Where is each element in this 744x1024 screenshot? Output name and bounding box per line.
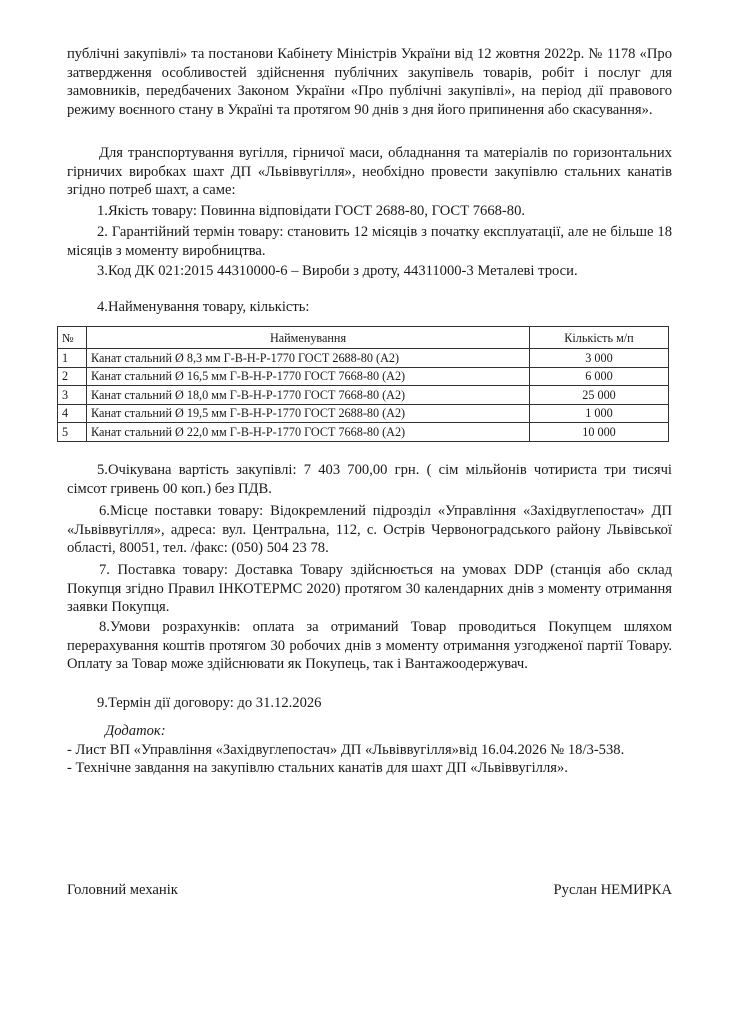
row-qty: 25 000 bbox=[530, 386, 669, 405]
row-name: Канат стальний Ø 16,5 мм Г-В-Н-Р-1770 ГОСТ 7668-80 (А2) bbox=[87, 367, 530, 386]
item-2-text: 2. Гарантійний термін товару: становить 12 місяців з початку експлуатації, але не більше 18 місяців з моменту виробництва. bbox=[67, 224, 672, 259]
header-name: Найменування bbox=[87, 327, 530, 349]
row-qty: 10 000 bbox=[530, 423, 669, 442]
row-name: Канат стальний Ø 18,0 мм Г-В-Н-Р-1770 ГОСТ 7668-80 (А2) bbox=[87, 386, 530, 405]
row-no: 4 bbox=[58, 404, 87, 423]
goods-table bbox=[57, 326, 669, 442]
intro-text: публічні закупівлі» та постанови Кабінету Міністрів України від 12 жовтня 2022р. № 1178 «Про затвердження особливостей здійснення публічних закупівель товарів, робіт і послуг для замовників, передбачених Законом України «Про публічні закупівлі», на період дії правового режиму воєнного стану в Україні та протягом 90 днів з дня його припинення або скасування». bbox=[67, 46, 672, 118]
item-1-text: 1.Якість товару: Повинна відповідати ГОСТ 2688-80, ГОСТ 7668-80. bbox=[97, 203, 526, 219]
table-row bbox=[58, 349, 669, 368]
addendum-block bbox=[67, 722, 672, 778]
row-name: Канат стальний Ø 8,3 мм Г-В-Н-Р-1770 ГОСТ 2688-80 (А2) bbox=[87, 349, 530, 368]
row-no: 5 bbox=[58, 423, 87, 442]
table-row bbox=[58, 404, 669, 423]
row-no: 3 bbox=[58, 386, 87, 405]
item-9-paragraph bbox=[67, 694, 672, 713]
header-no: № bbox=[58, 327, 87, 349]
item-7-text: 7. Поставка товару: Доставка Товару здійснюється на умовах DDP (станція або склад Покупця згідно Правил ІНКОТЕРМС 2020) протягом 30 календарних днів з моменту отримання заявки Покупця. bbox=[67, 562, 672, 616]
item-4-text: 4.Найменування товару, кількість: bbox=[97, 299, 310, 315]
item-7-paragraph bbox=[67, 561, 672, 617]
row-no: 2 bbox=[58, 367, 87, 386]
signatory-position: Головний механік bbox=[67, 882, 178, 898]
addendum-item-1: - Лист ВП «Управління «Західвуглепостач» ДП «Львіввугілля»від 16.04.2026 № 18/3-538. bbox=[67, 741, 625, 758]
addendum-item-2: - Технічне завдання на закупівлю стальних канатів для шахт ДП «Львіввугілля». bbox=[67, 760, 568, 777]
row-qty: 1 000 bbox=[530, 404, 669, 423]
signature-block bbox=[67, 881, 672, 900]
addendum-title: Додаток: bbox=[105, 723, 166, 739]
item-8-paragraph bbox=[67, 618, 672, 674]
row-no: 1 bbox=[58, 349, 87, 368]
item-3-text: 3.Код ДК 021:2015 44310000-6 – Вироби з дроту, 44311000-3 Металеві троси. bbox=[97, 263, 578, 279]
row-name: Канат стальний Ø 22,0 мм Г-В-Н-Р-1770 ГОСТ 7668-80 (А2) bbox=[87, 423, 530, 442]
purpose-text: Для транспортування вугілля, гірничої маси, обладнання та матеріалів по горизонтальних гірничих виробках шахт ДП «Львіввугілля», необхідно провести закупівлю стальних канатів згідно потреб шахт, а саме: bbox=[67, 145, 672, 199]
item-9-text: 9.Термін дії договору: до 31.12.2026 bbox=[97, 695, 322, 711]
item-6-text: 6.Місце поставки товару: Відокремлений підрозділ «Управління «Західвуглепостач» ДП «Львіввугілля», адреса: вул. Центральна, 112, с. Острів Червоноградського району Львівської області, 80051, тел. /факс: (050) 504 23 78. bbox=[67, 503, 672, 557]
item-1-paragraph bbox=[67, 202, 672, 221]
table-row bbox=[58, 386, 669, 405]
row-qty: 6 000 bbox=[530, 367, 669, 386]
item-4-paragraph bbox=[67, 298, 672, 317]
table-header-row bbox=[58, 327, 669, 349]
intro-paragraph bbox=[67, 45, 672, 119]
table-row bbox=[58, 423, 669, 442]
item-8-text: 8.Умови розрахунків: оплата за отриманий Товар проводиться Покупцем шляхом перерахування коштів протягом 30 робочих днів з моменту отримання узгодженої партії Товару. Оплату за Товар може здійснювати як Покупець, так і Вантажоодержувач. bbox=[67, 619, 672, 673]
item-3-paragraph bbox=[67, 262, 672, 281]
item-2-paragraph bbox=[67, 223, 672, 260]
signatory-name: Руслан НЕМИРКА bbox=[553, 882, 672, 898]
item-6-paragraph bbox=[67, 502, 672, 558]
header-qty: Кількість м/п bbox=[530, 327, 669, 349]
row-qty: 3 000 bbox=[530, 349, 669, 368]
row-name: Канат стальний Ø 19,5 мм Г-В-Н-Р-1770 ГОСТ 2688-80 (А2) bbox=[87, 404, 530, 423]
item-5-paragraph bbox=[67, 461, 672, 498]
item-5-text: 5.Очікувана вартість закупівлі: 7 403 700,00 грн. ( сім мільйонів чотириста три тисячі сімсот гривень 00 коп.) без ПДВ. bbox=[67, 462, 672, 497]
table-row bbox=[58, 367, 669, 386]
purpose-paragraph bbox=[67, 144, 672, 200]
